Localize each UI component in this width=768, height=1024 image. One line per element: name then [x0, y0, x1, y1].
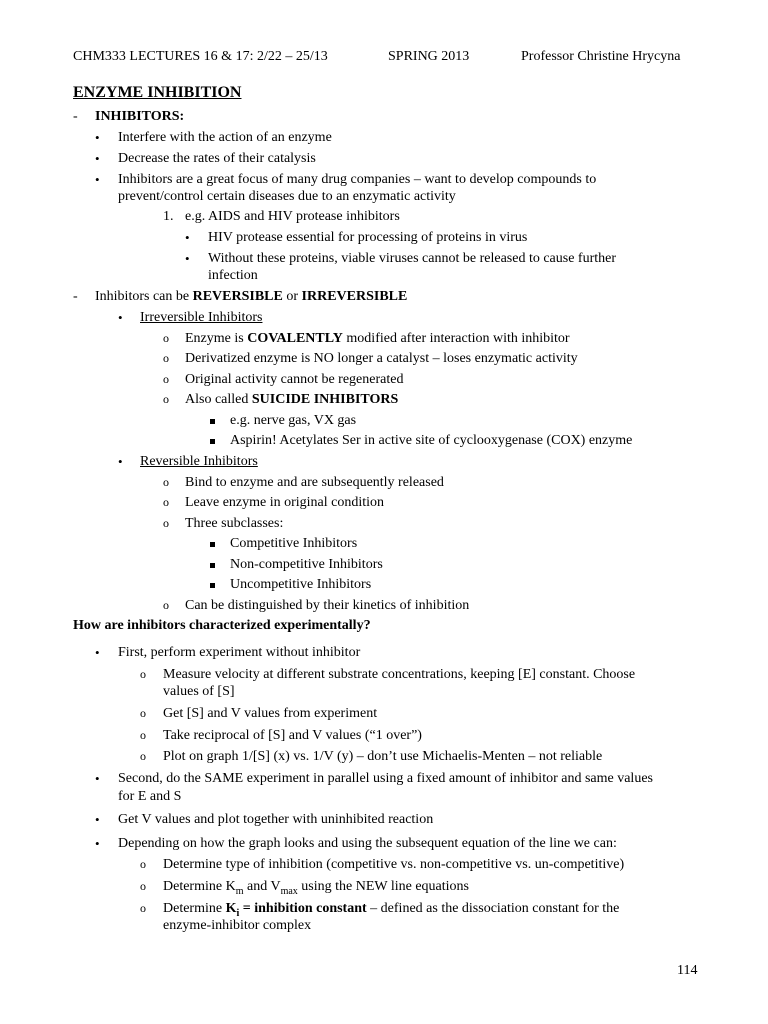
inhibitors-heading: INHIBITORS:	[95, 109, 185, 124]
experiment-step: Second, do the SAME experiment in parallel using a fixed amount of inhibitor and same values	[118, 771, 653, 786]
bullet-marker: •	[185, 230, 190, 245]
subclass-item: Non-competitive Inhibitors	[230, 557, 383, 572]
subclass-item: Competitive Inhibitors	[230, 536, 358, 551]
det-3-a: Determine	[163, 901, 226, 916]
circle-marker: o	[163, 495, 169, 509]
det-2-a: Determine K	[163, 879, 236, 894]
bullet-marker: •	[95, 130, 100, 145]
dash-marker: -	[73, 289, 78, 304]
det-2-c: using the NEW line equations	[297, 879, 469, 894]
circle-marker: o	[140, 857, 146, 871]
bullet-marker: •	[118, 454, 123, 469]
experiment-heading: How are inhibitors characterized experimentally?	[73, 618, 371, 633]
irreversible-example: e.g. nerve gas, VX gas	[230, 413, 357, 428]
experiment-substep-cont: values of [S]	[163, 684, 235, 699]
hiv-point: HIV protease essential for processing of proteins in virus	[208, 230, 528, 245]
header-professor: Professor Christine Hrycyna	[521, 49, 681, 64]
experiment-step: Get V values and plot together with uninhibited reaction	[118, 812, 434, 827]
irr-1-post: modified after interaction with inhibitor	[342, 331, 570, 346]
page-number: 114	[677, 963, 698, 978]
irreversible-point	[185, 330, 570, 347]
inhibitor-point-cont: prevent/control certain diseases due to an enzymatic activity	[118, 189, 456, 204]
numbered-marker: 1.	[163, 209, 174, 224]
dash-marker: -	[73, 109, 78, 124]
vmax-subscript: max	[280, 885, 298, 897]
irr-1-pre: Enzyme is	[185, 331, 248, 346]
det-3-post: – defined as the dissociation constant for the	[366, 901, 620, 916]
circle-marker: o	[163, 516, 169, 530]
irreversible-example: Aspirin! Acetylates Ser in active site of cyclooxygenase (COX) enzyme	[230, 433, 633, 448]
inhibitor-point: Decrease the rates of their catalysis	[118, 151, 316, 166]
irreversible-label: IRREVERSIBLE	[301, 289, 408, 304]
suicide-inhibitors-text: SUICIDE INHIBITORS	[251, 392, 399, 407]
circle-marker: o	[140, 879, 146, 893]
bullet-marker: •	[95, 771, 100, 786]
circle-marker: o	[140, 667, 146, 681]
types-intro-text: Inhibitors can be	[95, 289, 193, 304]
bullet-marker: •	[95, 151, 100, 166]
irr-4-pre: Also called	[185, 392, 252, 407]
circle-marker: o	[163, 372, 169, 386]
square-marker	[210, 556, 215, 573]
square-marker	[210, 412, 215, 429]
experiment-substep: Get [S] and V values from experiment	[163, 706, 378, 721]
header-term: SPRING 2013	[388, 49, 470, 64]
reversible-heading: Reversible Inhibitors	[140, 454, 258, 469]
circle-marker: o	[163, 392, 169, 406]
hiv-point-cont: infection	[208, 268, 258, 283]
reversible-point: Three subclasses:	[185, 516, 284, 531]
hiv-example: e.g. AIDS and HIV protease inhibitors	[185, 209, 400, 224]
irreversible-point: Original activity cannot be regenerated	[185, 372, 404, 387]
reversible-point: Leave enzyme in original condition	[185, 495, 385, 510]
circle-marker: o	[140, 901, 146, 915]
page-title: ENZYME INHIBITION	[73, 84, 242, 101]
square-marker	[210, 432, 215, 449]
determine-item	[163, 878, 469, 900]
irreversible-point: Derivatized enzyme is NO longer a catalyst – loses enzymatic activity	[185, 351, 578, 366]
experiment-substep: Measure velocity at different substrate concentrations, keeping [E] constant. Choose	[163, 667, 636, 682]
experiment-step: First, perform experiment without inhibitor	[118, 645, 361, 660]
determine-item: Determine type of inhibition (competitive vs. non-competitive vs. un-competitive)	[163, 857, 625, 872]
or-text: or	[282, 289, 302, 304]
reversible-point: Bind to enzyme and are subsequently released	[185, 475, 444, 490]
experiment-substep: Take reciprocal of [S] and V values (“1 over”)	[163, 728, 422, 743]
bullet-marker: •	[118, 310, 123, 325]
circle-marker: o	[140, 706, 146, 720]
inhibition-constant-text: = inhibition constant	[239, 901, 367, 916]
header-course: CHM333 LECTURES 16 & 17: 2/22 – 25/13	[73, 49, 328, 64]
square-marker	[210, 576, 215, 593]
inhibitor-point: Inhibitors are a great focus of many drug companies – want to develop compounds to	[118, 172, 597, 187]
irreversible-point	[185, 391, 398, 408]
km-subscript: m	[235, 885, 244, 897]
circle-marker: o	[140, 749, 146, 763]
irreversible-heading: Irreversible Inhibitors	[140, 310, 263, 325]
bullet-marker: •	[95, 172, 100, 187]
determine-item-cont: enzyme-inhibitor complex	[163, 918, 312, 933]
inhibitor-point: Interfere with the action of an enzyme	[118, 130, 332, 145]
det-2-b: and V	[243, 879, 281, 894]
square-marker	[210, 535, 215, 552]
bullet-marker: •	[95, 836, 100, 851]
circle-marker: o	[163, 331, 169, 345]
bullet-marker: •	[95, 645, 100, 660]
reversible-label: REVERSIBLE	[192, 289, 283, 304]
hiv-point: Without these proteins, viable viruses cannot be released to cause further	[208, 251, 617, 266]
types-intro	[95, 288, 407, 305]
experiment-substep: Plot on graph 1/[S] (x) vs. 1/V (y) – don’t use Michaelis-Menten – not reliable	[163, 749, 603, 764]
bullet-marker: •	[95, 812, 100, 827]
reversible-point: Can be distinguished by their kinetics of inhibition	[185, 598, 470, 613]
circle-marker: o	[163, 351, 169, 365]
ki-symbol: K	[225, 901, 237, 916]
covalently-text: COVALENTLY	[247, 331, 343, 346]
circle-marker: o	[140, 728, 146, 742]
bullet-marker: •	[185, 251, 190, 266]
experiment-step-cont: for E and S	[118, 789, 182, 804]
ki-subscript: i	[236, 907, 240, 919]
experiment-step: Depending on how the graph looks and using the subsequent equation of the line we can:	[118, 836, 617, 851]
subclass-item: Uncompetitive Inhibitors	[230, 577, 372, 592]
circle-marker: o	[163, 475, 169, 489]
circle-marker: o	[163, 598, 169, 612]
